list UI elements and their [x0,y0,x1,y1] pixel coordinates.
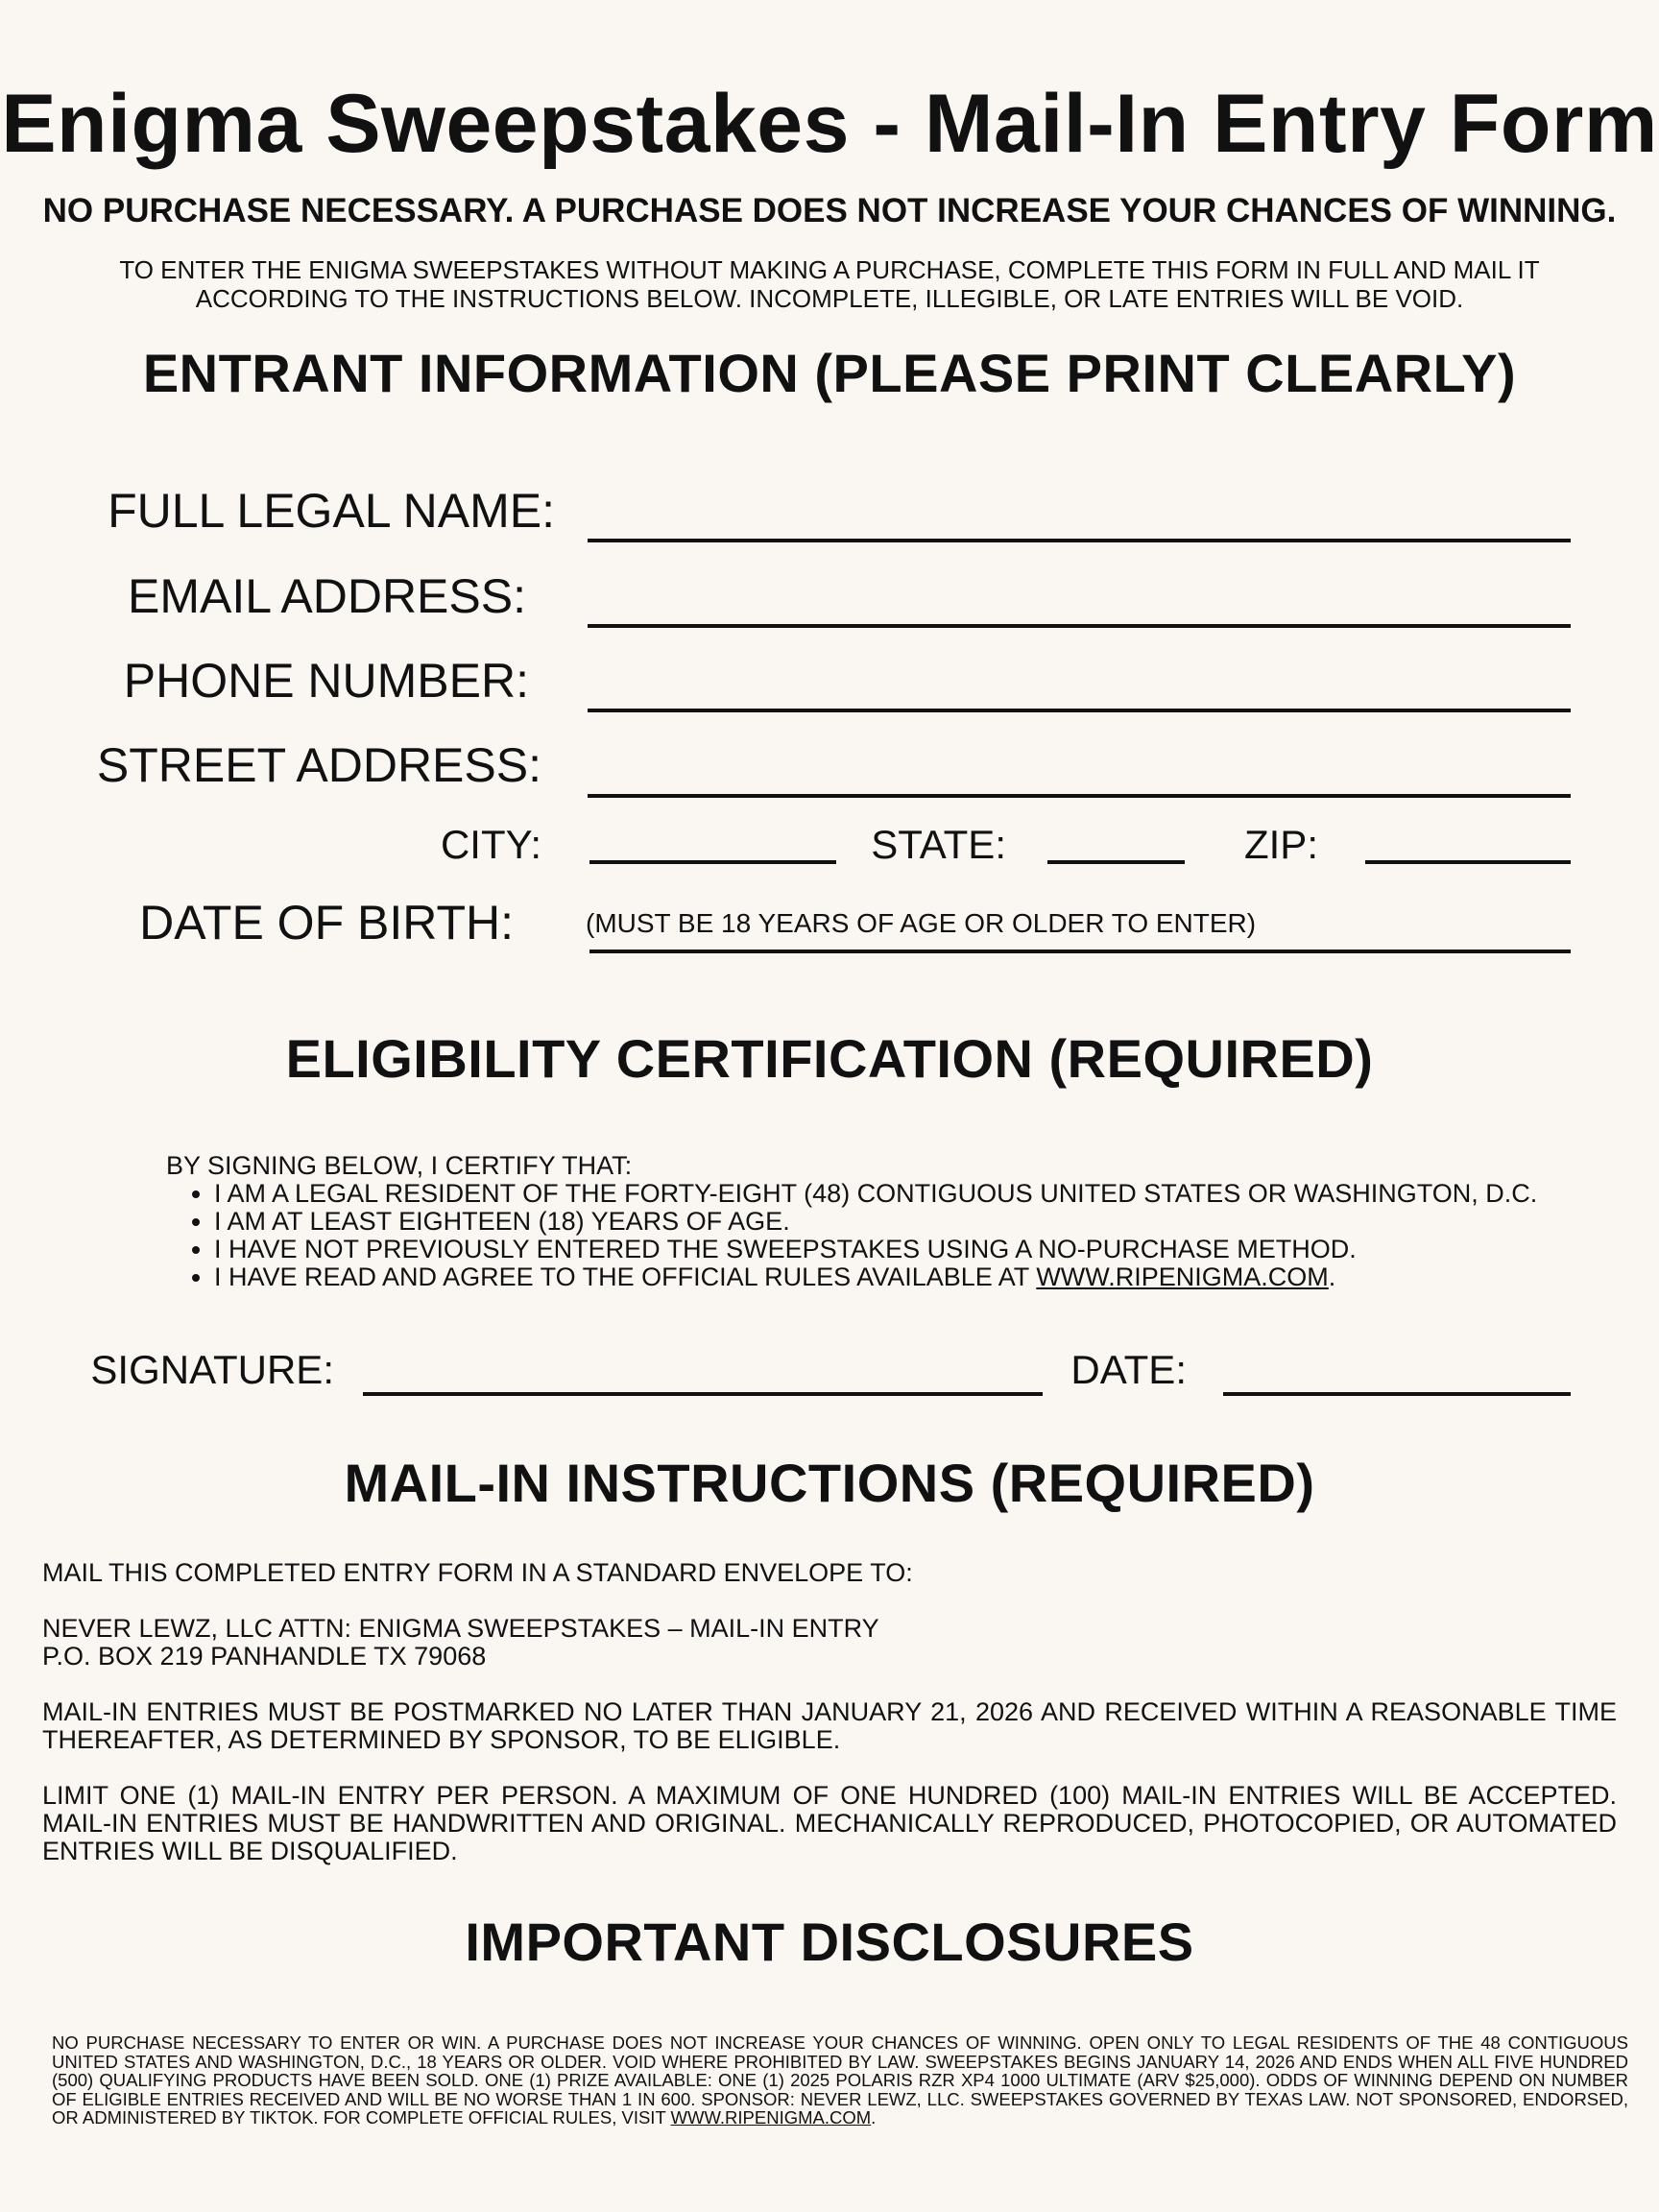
signature-field[interactable] [363,1392,1043,1396]
entrant-info-heading: ENTRANT INFORMATION (PLEASE PRINT CLEARLY) [142,343,1517,403]
mail-in-instructions [42,1559,1617,1893]
intro-text [0,255,1659,313]
date-of-birth-field[interactable] [589,950,1571,953]
mailing-address-line-2: P.O. BOX 219 PANHANDLE TX 79068 [42,1642,487,1671]
no-purchase-tagline: NO PURCHASE NECESSARY. A PURCHASE DOES NOT INCREASE YOUR CHANCES OF WINNING. [42,192,1617,229]
phone-label: PHONE NUMBER: [123,654,529,708]
phone-field[interactable] [588,709,1571,712]
certification-statement [166,1152,1537,1291]
mailing-address [42,1615,1617,1671]
disclosures-rules-link[interactable]: WWW.RIPENIGMA.COM [670,2107,872,2128]
certification-item-text: I HAVE READ AND AGREE TO THE OFFICIAL RULES AVAILABLE AT [214,1262,1029,1291]
disclosures-text: NO PURCHASE NECESSARY TO ENTER OR WIN. A PURCHASE DOES NOT INCREASE YOUR CHANCES OF WINNING. OPEN ONLY TO LEGAL RESIDENTS OF THE 48 CONTIGUOUS UNITED STATES AND WASHINGTON, D.C., 18 YEARS OR OLDER. VOID WHERE PROHIBITED BY LAW. SWEEPSTAKES BEGINS JANUARY 14, 2026 AND ENDS WHEN ALL FIVE HUNDRED (500) QUALIFYING PRODUCTS HAVE BEEN SOLD. ONE (1) PRIZE AVAILABLE: ONE (1) 2025 POLARIS RZR XP4 1000 ULTIMATE (ARV $25,000). ODDS OF WINNING DEPEND ON NUMBER OF ELIGIBLE ENTRIES RECEIVED AND WILL BE NO WORSE THAN 1 IN 600. SPONSOR: NEVER LEWZ, LLC. SWEEPSTAKES GOVERNED BY TEXAS LAW. NOT SPONSORED, ENDORSED, OR ADMINISTERED BY TIKTOK. FOR COMPLETE OFFICIAL RULES, VISIT WWW.RIPENIGMA.COM. [52,2032,1628,2128]
disclosures-body: NO PURCHASE NECESSARY TO ENTER OR WIN. A PURCHASE DOES NOT INCREASE YOUR CHANCES OF WINNING. OPEN ONLY TO LEGAL RESIDENTS OF THE 48 CONTIGUOUS UNITED STATES AND WASHINGTON, D.C., 18 YEARS OR OLDER. VOID WHERE PROHIBITED BY LAW. SWEEPSTAKES BEGINS JANUARY 14, 2026 AND ENDS WHEN ALL FIVE HUNDRED (500) QUALIFYING PRODUCTS HAVE BEEN SOLD. ONE (1) PRIZE AVAILABLE: ONE (1) 2025 POLARIS RZR XP4 1000 ULTIMATE (ARV $25,000). ODDS OF WINNING DEPEND ON NUMBER OF ELIGIBLE ENTRIES RECEIVED AND WILL BE NO WORSE THAN 1 IN 600. SPONSOR: NEVER LEWZ, LLC. SWEEPSTAKES GOVERNED BY TEXAS LAW. NOT SPONSORED, ENDORSED, OR ADMINISTERED BY TIKTOK. FOR COMPLETE OFFICIAL RULES, VISIT [52,2032,1628,2128]
entry-limit-rules: LIMIT ONE (1) MAIL-IN ENTRY PER PERSON. A MAXIMUM OF ONE HUNDRED (100) MAIL-IN ENTRIES WILL BE ACCEPTED. MAIL-IN ENTRIES MUST BE HANDWRITTEN AND ORIGINAL. MECHANICALLY REPRODUCED, PHOTOCOPIED, OR AUTOMATED ENTRIES WILL BE DISQUALIFIED. [42,1781,1617,1865]
intro-line-1: TO ENTER THE ENIGMA SWEEPSTAKES WITHOUT MAKING A PURCHASE, COMPLETE THIS FORM IN FULL AND MAIL IT [119,255,1540,284]
state-field[interactable] [1047,860,1185,864]
dob-age-note: (MUST BE 18 YEARS OF AGE OR OLDER TO ENTER) [586,908,1257,938]
certification-intro: BY SIGNING BELOW, I CERTIFY THAT: [166,1151,633,1180]
street-address-field[interactable] [588,794,1571,798]
signature-label: SIGNATURE: [90,1347,334,1392]
date-of-birth-label: DATE OF BIRTH: [139,896,514,950]
street-address-label: STREET ADDRESS: [96,738,541,792]
signature-date-field[interactable] [1223,1392,1571,1396]
mail-in-heading: MAIL-IN INSTRUCTIONS (REQUIRED) [344,1453,1315,1513]
email-field[interactable] [588,624,1571,628]
certification-list [166,1180,1537,1291]
city-label: CITY: [440,822,541,867]
full-name-field[interactable] [588,539,1571,542]
certification-item: • I AM A LEGAL RESIDENT OF THE FORTY-EIGHT (48) CONTIGUOUS UNITED STATES OR WASHINGTON, D.C. [214,1180,1537,1208]
official-rules-link[interactable]: WWW.RIPENIGMA.COM [1036,1262,1329,1291]
certification-item: • I AM AT LEAST EIGHTEEN (18) YEARS OF AGE. [214,1208,1537,1236]
eligibility-heading: ELIGIBILITY CERTIFICATION (REQUIRED) [285,1028,1374,1089]
city-field[interactable] [589,860,836,864]
mailing-address-line-1: NEVER LEWZ, LLC ATTN: ENIGMA SWEEPSTAKES – MAIL-IN ENTRY [42,1614,879,1643]
state-label: STATE: [871,822,1006,867]
mail-in-intro: MAIL THIS COMPLETED ENTRY FORM IN A STANDARD ENVELOPE TO: [42,1558,913,1587]
certification-item: • I HAVE NOT PREVIOUSLY ENTERED THE SWEEPSTAKES USING A NO-PURCHASE METHOD. [214,1236,1537,1263]
page-title: Enigma Sweepstakes - Mail-In Entry Form [1,78,1658,170]
certification-item: • I HAVE READ AND AGREE TO THE OFFICIAL RULES AVAILABLE AT WWW.RIPENIGMA.COM. [214,1263,1537,1291]
zip-label: ZIP: [1243,822,1318,867]
signature-date-label: DATE: [1070,1347,1187,1392]
intro-line-2: ACCORDING TO THE INSTRUCTIONS BELOW. INCOMPLETE, ILLEGIBLE, OR LATE ENTRIES WILL BE VOID. [195,284,1464,313]
email-label: EMAIL ADDRESS: [128,569,526,623]
zip-field[interactable] [1365,860,1571,864]
postmark-deadline: MAIL-IN ENTRIES MUST BE POSTMARKED NO LATER THAN JANUARY 21, 2026 AND RECEIVED WITHIN A REASONABLE TIME THEREAFTER, AS DETERMINED BY SPONSOR, TO BE ELIGIBLE. [42,1697,1617,1754]
disclosures-heading: IMPORTANT DISCLOSURES [465,1911,1194,1972]
full-name-label: FULL LEGAL NAME: [108,484,555,538]
